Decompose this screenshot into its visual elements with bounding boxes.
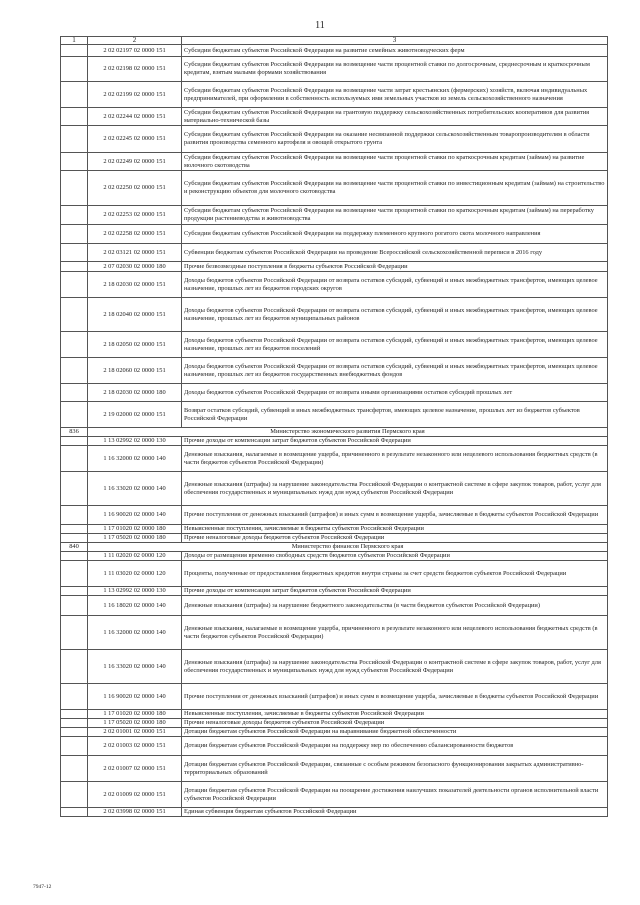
admin-code-cell [61,596,88,616]
table-row [61,719,608,728]
revenue-name-cell: Невыясненные поступления, зачисляемые в бюджеты субъектов Российской Федерации [182,525,608,534]
department-name: Министерство экономического развития Пермского края [88,428,608,437]
admin-code-cell [61,525,88,534]
admin-code-cell [61,126,88,153]
admin-code-cell [61,650,88,684]
footer-code: 7947-12 [33,884,52,890]
revenue-code-cell: 2 02 02244 02 0000 151 [88,108,182,126]
table-row [61,808,608,817]
revenue-name-cell: Прочие безвозмездные поступления в бюджеты субъектов Российской Федерации [182,262,608,272]
department-row [61,428,608,437]
table-row [61,262,608,272]
revenue-code-cell: 2 02 02245 02 0000 151 [88,126,182,153]
admin-code-cell [61,587,88,596]
revenue-code-cell: 2 02 02199 02 0000 151 [88,82,182,108]
table-row [61,244,608,262]
table-row [61,171,608,206]
revenue-code-cell: 2 02 02197 02 0000 151 [88,45,182,57]
table-row [61,596,608,616]
table-row [61,552,608,561]
revenue-name-cell: Субсидии бюджетам субъектов Российской Федерации на возмещение части процентной ставки по долгосрочным, среднесрочным и краткосрочным кредитам, взятым малыми формами хозяйствования [182,57,608,82]
admin-code-cell [61,808,88,817]
header-col-2: 2 [88,37,182,45]
revenue-code-cell: 2 02 01003 02 0000 151 [88,737,182,756]
table-row [61,684,608,710]
table-row [61,587,608,596]
admin-code-cell [61,45,88,57]
admin-code-cell [61,710,88,719]
table-row [61,126,608,153]
revenue-name-cell: Единая субвенция бюджетам субъектов Российской Федерации [182,808,608,817]
table-row [61,710,608,719]
revenue-name-cell: Проценты, полученные от предоставления бюджетных кредитов внутри страны за счет средств бюджетов субъектов Российской Федерации [182,561,608,587]
header-col-3: 3 [182,37,608,45]
table-row [61,108,608,126]
revenue-code-cell: 1 16 32000 02 0000 140 [88,616,182,650]
revenue-code-cell: 2 18 02030 02 0000 180 [88,384,182,402]
revenue-name-cell: Дотации бюджетам субъектов Российской Федерации, связанные с особым режимом безопасного функционирования закрытых административно-территориальных образований [182,756,608,782]
table-row [61,616,608,650]
table-row [61,153,608,171]
admin-code-cell [61,437,88,446]
revenue-codes-table [60,36,608,817]
admin-code-cell [61,552,88,561]
revenue-code-cell: 2 02 02253 02 0000 151 [88,206,182,225]
admin-code-cell [61,244,88,262]
revenue-name-cell: Субсидии бюджетам субъектов Российской Федерации на поддержку племенного крупного рогатого скота молочного направления [182,225,608,244]
table-row [61,756,608,782]
revenue-name-cell: Доходы бюджетов субъектов Российской Федерации от возврата иными организациями остатков субсидий прошлых лет [182,384,608,402]
department-row [61,543,608,552]
admin-code-cell [61,206,88,225]
table-row [61,358,608,384]
table-row [61,82,608,108]
revenue-code-cell: 1 17 05020 02 0000 180 [88,534,182,543]
table-row [61,446,608,472]
revenue-code-cell: 1 13 02992 02 0000 130 [88,587,182,596]
admin-code-cell [61,262,88,272]
department-name: Министерство финансов Пермского края [88,543,608,552]
admin-code-cell [61,57,88,82]
revenue-code-cell: 2 18 02060 02 0000 151 [88,358,182,384]
revenue-code-cell: 1 16 33020 02 0000 140 [88,472,182,506]
revenue-name-cell: Субсидии бюджетам субъектов Российской Федерации на грантовую поддержку сельскохозяйственных потребительских кооперативов для развития материально-технической базы [182,108,608,126]
admin-code-cell [61,728,88,737]
revenue-name-cell: Прочие доходы от компенсации затрат бюджетов субъектов Российской Федерации [182,437,608,446]
revenue-code-cell: 2 02 02258 02 0000 151 [88,225,182,244]
admin-code-cell [61,719,88,728]
admin-code-cell [61,332,88,358]
admin-code-cell: 840 [61,543,88,552]
revenue-name-cell: Субсидии бюджетам субъектов Российской Федерации на развитие семейных животноводческих ферм [182,45,608,57]
admin-code-cell [61,225,88,244]
revenue-code-cell: 2 02 01007 02 0000 151 [88,756,182,782]
revenue-name-cell: Возврат остатков субсидий, субвенций и иных межбюджетных трансфертов, имеющих целевое назначение, прошлых лет из бюджетов субъектов Российской Федерации [182,402,608,428]
admin-code-cell [61,446,88,472]
table-row [61,472,608,506]
revenue-code-cell: 2 02 02198 02 0000 151 [88,57,182,82]
revenue-name-cell: Невыясненные поступления, зачисляемые в бюджеты субъектов Российской Федерации [182,710,608,719]
table-row [61,225,608,244]
revenue-name-cell: Денежные взыскания (штрафы) за нарушение законодательства Российской Федерации о контрактной системе в сфере закупок товаров, работ, услуг для обеспечения государственных и муниципальных нужд для нужд субъектов Российской Федерации [182,472,608,506]
table-header-row [61,37,608,45]
revenue-name-cell: Субсидии бюджетам субъектов Российской Федерации на оказание несвязанной поддержки сельскохозяйственным товаропроизводителям в области развития производства семенного картофеля и овощей открытого грунта [182,126,608,153]
revenue-code-cell: 2 02 02249 02 0000 151 [88,153,182,171]
revenue-name-cell: Дотации бюджетам субъектов Российской Федерации на поощрение достижения наилучших показателей деятельности органов исполнительной власти субъектов Российской Федерации [182,782,608,808]
table-row [61,384,608,402]
admin-code-cell [61,384,88,402]
revenue-name-cell: Субсидии бюджетам субъектов Российской Федерации на возмещение части процентной ставки по инвестиционным кредитам (займам) на строительство и реконструкцию объектов для молочного скотоводства [182,171,608,206]
revenue-code-cell: 1 13 02992 02 0000 130 [88,437,182,446]
revenue-name-cell: Доходы бюджетов субъектов Российской Федерации от возврата остатков субсидий, субвенций и иных межбюджетных трансфертов, имеющих целевое назначение, прошлых лет из бюджетов государственных внебюджетных фондов [182,358,608,384]
admin-code-cell [61,506,88,525]
header-col-1: 1 [61,37,88,45]
revenue-name-cell: Прочие поступления от денежных взысканий (штрафов) и иных сумм в возмещение ущерба, зачисляемые в бюджеты субъектов Российской Федерации [182,684,608,710]
table-row [61,57,608,82]
table-row [61,534,608,543]
revenue-name-cell: Доходы бюджетов субъектов Российской Федерации от возврата остатков субсидий, субвенций и иных межбюджетных трансфертов, имеющих целевое назначение, прошлых лет из бюджетов поселений [182,332,608,358]
table-row [61,298,608,332]
table-row [61,506,608,525]
revenue-name-cell: Денежные взыскания, налагаемые в возмещение ущерба, причиненного в результате незаконного или нецелевого использования бюджетных средств (в части бюджетов субъектов Российской Федерации) [182,616,608,650]
revenue-name-cell: Прочие неналоговые доходы бюджетов субъектов Российской Федерации [182,719,608,728]
admin-code-cell [61,737,88,756]
revenue-code-cell: 2 02 01009 02 0000 151 [88,782,182,808]
revenue-code-cell: 2 02 03998 02 0000 151 [88,808,182,817]
table-row [61,728,608,737]
admin-code-cell [61,782,88,808]
table-row [61,650,608,684]
table-row [61,525,608,534]
revenue-code-cell: 2 07 02030 02 0000 180 [88,262,182,272]
revenue-code-cell: 1 11 03020 02 0000 120 [88,561,182,587]
admin-code-cell [61,298,88,332]
admin-code-cell [61,358,88,384]
page-number: 11 [315,20,325,31]
admin-code-cell [61,684,88,710]
revenue-code-cell: 2 02 03121 02 0000 151 [88,244,182,262]
revenue-name-cell: Доходы от размещения временно свободных средств бюджетов субъектов Российской Федерации [182,552,608,561]
revenue-name-cell: Прочие неналоговые доходы бюджетов субъектов Российской Федерации [182,534,608,543]
revenue-name-cell: Доходы бюджетов субъектов Российской Федерации от возврата остатков субсидий, субвенций и иных межбюджетных трансфертов, имеющих целевое назначение, прошлых лет из бюджетов муниципальных районов [182,298,608,332]
revenue-name-cell: Денежные взыскания, налагаемые в возмещение ущерба, причиненного в результате незаконного или нецелевого использования бюджетных средств (в части бюджетов субъектов Российской Федерации) [182,446,608,472]
admin-code-cell [61,756,88,782]
revenue-name-cell: Доходы бюджетов субъектов Российской Федерации от возврата остатков субсидий, субвенций и иных межбюджетных трансфертов, имеющих целевое назначение, прошлых лет из бюджетов городских округов [182,272,608,298]
revenue-name-cell: Субсидии бюджетам субъектов Российской Федерации на возмещение части процентной ставки по краткосрочным кредитам (займам) на развитие молочного скотоводства [182,153,608,171]
revenue-code-cell: 1 17 01020 02 0000 180 [88,525,182,534]
revenue-name-cell: Субвенции бюджетам субъектов Российской Федерации на проведение Всероссийской сельскохозяйственной переписи в 2016 году [182,244,608,262]
admin-code-cell [61,272,88,298]
revenue-code-cell: 1 16 32000 02 0000 140 [88,446,182,472]
revenue-code-cell: 1 17 01020 02 0000 180 [88,710,182,719]
revenue-name-cell: Денежные взыскания (штрафы) за нарушение бюджетного законодательства (в части бюджетов субъектов Российской Федерации) [182,596,608,616]
admin-code-cell [61,402,88,428]
table-row [61,332,608,358]
revenue-name-cell: Денежные взыскания (штрафы) за нарушение законодательства Российской Федерации о контрактной системе в сфере закупок товаров, работ, услуг для обеспечения государственных и муниципальных нужд для нужд субъектов Российской Федерации [182,650,608,684]
admin-code-cell [61,108,88,126]
table-row [61,561,608,587]
revenue-name-cell: Дотации бюджетам субъектов Российской Федерации на выравнивание бюджетной обеспеченности [182,728,608,737]
revenue-name-cell: Субсидии бюджетам субъектов Российской Федерации на возмещение части процентной ставки по краткосрочным кредитам (займам) на переработку продукции растениеводства и животноводства [182,206,608,225]
table-row [61,782,608,808]
revenue-name-cell: Субсидии бюджетам субъектов Российской Федерации на возмещение части затрат крестьянских (фермерских) хозяйств, включая индивидуальных предпринимателей, при оформлении в собственность используемых ими земельных участков из земель сельскохозяйственного назначения [182,82,608,108]
table-row [61,206,608,225]
admin-code-cell [61,472,88,506]
admin-code-cell [61,171,88,206]
table-row [61,45,608,57]
revenue-code-cell: 2 02 01001 02 0000 151 [88,728,182,737]
revenue-name-cell: Прочие поступления от денежных взысканий (штрафов) и иных сумм в возмещение ущерба, зачисляемые в бюджеты субъектов Российской Федерации [182,506,608,525]
admin-code-cell: 836 [61,428,88,437]
revenue-code-cell: 1 16 18020 02 0000 140 [88,596,182,616]
revenue-code-cell: 2 18 02030 02 0000 151 [88,272,182,298]
admin-code-cell [61,82,88,108]
revenue-code-cell: 1 11 02020 02 0000 120 [88,552,182,561]
table-row [61,737,608,756]
table-row [61,402,608,428]
revenue-code-cell: 2 19 02000 02 0000 151 [88,402,182,428]
revenue-name-cell: Дотации бюджетам субъектов Российской Федерации на поддержку мер по обеспечению сбалансированности бюджетов [182,737,608,756]
revenue-code-cell: 1 17 05020 02 0000 180 [88,719,182,728]
revenue-name-cell: Прочие доходы от компенсации затрат бюджетов субъектов Российской Федерации [182,587,608,596]
revenue-code-cell: 1 16 90020 02 0000 140 [88,506,182,525]
revenue-code-cell: 1 16 90020 02 0000 140 [88,684,182,710]
table-row [61,437,608,446]
revenue-code-cell: 2 18 02040 02 0000 151 [88,298,182,332]
revenue-code-cell: 2 18 02050 02 0000 151 [88,332,182,358]
admin-code-cell [61,153,88,171]
admin-code-cell [61,534,88,543]
revenue-code-cell: 1 16 33020 02 0000 140 [88,650,182,684]
table-row [61,272,608,298]
revenue-code-cell: 2 02 02250 02 0000 151 [88,171,182,206]
admin-code-cell [61,561,88,587]
admin-code-cell [61,616,88,650]
